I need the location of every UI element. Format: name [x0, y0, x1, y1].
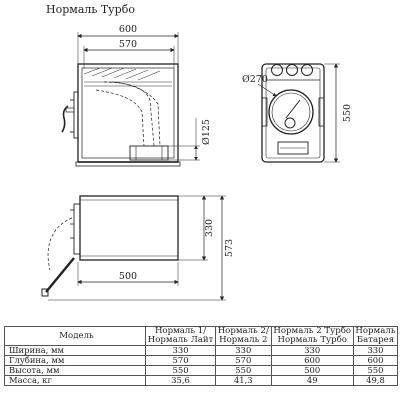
row-label: Высота, мм	[5, 366, 146, 376]
row-label: Ширина, мм	[5, 346, 146, 356]
table-row	[5, 346, 398, 356]
dim-total-height: 573	[224, 238, 235, 258]
dim-door-diameter: Ø270	[242, 74, 268, 85]
table-header-row	[5, 327, 398, 346]
header-model-2: Нормаль 2/ Нормаль 2	[216, 327, 271, 346]
cell: 41,3	[216, 376, 271, 386]
side-view-body	[78, 64, 178, 162]
burner-ring	[272, 65, 283, 76]
dim-height-front: 550	[342, 103, 353, 123]
open-door	[46, 258, 74, 292]
cell: 500	[271, 366, 353, 376]
dim-flue-diameter: Ø125	[201, 119, 212, 145]
cell: 550	[216, 366, 271, 376]
cell: 330	[271, 346, 353, 356]
cell: 330	[353, 346, 397, 356]
table-row	[5, 376, 398, 386]
header-model-4: Нормаль Батарея	[355, 326, 396, 345]
top-view-body	[80, 196, 178, 260]
front-view-body	[262, 64, 324, 162]
row-label: Глубина, мм	[5, 356, 146, 366]
header-model-3: Нормаль 2 Турбо Нормаль Турбо	[271, 327, 353, 346]
cell: 330	[216, 346, 271, 356]
table-row	[5, 356, 398, 366]
top-view	[42, 196, 226, 300]
burner-ring	[287, 65, 298, 76]
cell: 330	[146, 346, 216, 356]
cell: 49,8	[353, 376, 397, 386]
door-handle	[62, 106, 68, 132]
front-view	[258, 64, 340, 162]
cell: 35,6	[146, 376, 216, 386]
side-view	[62, 32, 200, 166]
door-knob	[285, 118, 295, 128]
cell: 49	[271, 376, 353, 386]
header-model-1: Нормаль 1/ Нормаль Лайт	[146, 327, 216, 346]
drawing-title: Нормаль Турбо	[46, 3, 135, 16]
header-model-label: Модель	[5, 327, 146, 346]
cell: 550	[353, 366, 397, 376]
dim-width-inner: 570	[118, 39, 138, 50]
table-row	[5, 366, 398, 376]
cell: 570	[216, 356, 271, 366]
cell: 550	[146, 366, 216, 376]
cell: 600	[353, 356, 397, 366]
dim-top-length: 500	[118, 271, 138, 282]
dim-width-outer: 600	[118, 24, 138, 35]
spec-table	[4, 326, 398, 386]
cell: 600	[271, 356, 353, 366]
cell: 570	[146, 356, 216, 366]
row-label: Масса, кг	[5, 376, 146, 386]
burner-ring	[302, 65, 313, 76]
dim-top-depth: 330	[204, 218, 215, 238]
